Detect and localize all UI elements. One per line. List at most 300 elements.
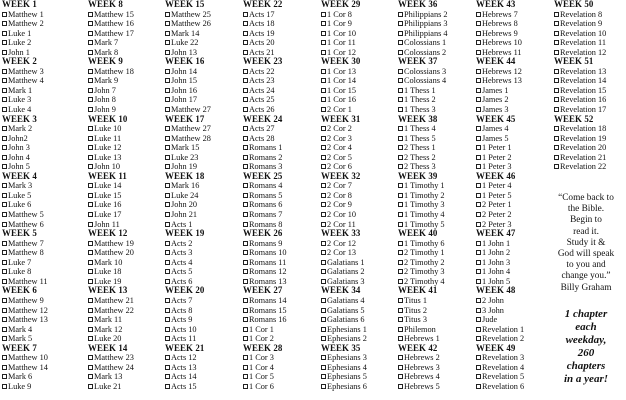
reading-checkbox[interactable] — [554, 50, 559, 55]
reading-checkbox[interactable] — [243, 183, 248, 188]
reading-checkbox[interactable] — [476, 78, 481, 83]
reading-checkbox[interactable] — [2, 40, 7, 45]
reading-label: 1 Cor 6 — [249, 381, 274, 391]
reading-checkbox[interactable] — [398, 164, 403, 169]
reading-checkbox[interactable] — [476, 12, 481, 17]
reading-checkbox[interactable] — [321, 317, 326, 322]
reading-checkbox[interactable] — [243, 145, 248, 150]
reading-checkbox[interactable] — [243, 193, 248, 198]
reading-checkbox[interactable] — [243, 327, 248, 332]
reading-checkbox[interactable] — [321, 88, 326, 93]
reading-checkbox[interactable] — [2, 107, 7, 112]
reading-checkbox[interactable] — [88, 327, 93, 332]
reading-checkbox[interactable] — [165, 136, 170, 141]
reading-checkbox[interactable] — [321, 298, 326, 303]
reading-checkbox[interactable] — [321, 12, 326, 17]
reading-checkbox[interactable] — [476, 279, 481, 284]
reading-checkbox[interactable] — [398, 241, 403, 246]
reading-checkbox[interactable] — [476, 21, 481, 26]
reading-checkbox[interactable] — [398, 327, 403, 332]
reading-checkbox[interactable] — [165, 260, 170, 265]
reading-item — [398, 239, 448, 249]
reading-checkbox[interactable] — [476, 260, 481, 265]
reading-item — [243, 372, 287, 382]
reading-checkbox[interactable] — [476, 222, 481, 227]
reading-checkbox[interactable] — [476, 374, 481, 379]
reading-item — [321, 143, 367, 153]
reading-label: Mark 9 — [94, 76, 119, 86]
reading-checkbox[interactable] — [88, 107, 93, 112]
reading-checkbox[interactable] — [2, 308, 7, 313]
reading-checkbox[interactable] — [2, 298, 7, 303]
reading-checkbox[interactable] — [398, 126, 403, 131]
reading-checkbox[interactable] — [398, 279, 403, 284]
reading-checkbox[interactable] — [321, 327, 326, 332]
reading-checkbox[interactable] — [88, 384, 93, 389]
reading-checkbox[interactable] — [321, 155, 326, 160]
reading-checkbox[interactable] — [2, 241, 7, 246]
reading-checkbox[interactable] — [88, 50, 93, 55]
reading-checkbox[interactable] — [2, 50, 7, 55]
reading-checkbox[interactable] — [476, 88, 481, 93]
reading-checkbox[interactable] — [2, 202, 7, 207]
reading-checkbox[interactable] — [88, 145, 93, 150]
reading-checkbox[interactable] — [165, 126, 170, 131]
reading-checkbox[interactable] — [554, 12, 559, 17]
reading-item — [165, 382, 211, 392]
reading-item — [165, 258, 211, 268]
reading-checkbox[interactable] — [165, 374, 170, 379]
reading-checkbox[interactable] — [165, 279, 170, 284]
reading-checkbox[interactable] — [165, 336, 170, 341]
reading-checkbox[interactable] — [554, 88, 559, 93]
reading-checkbox[interactable] — [321, 212, 326, 217]
reading-checkbox[interactable] — [398, 355, 403, 360]
reading-checkbox[interactable] — [243, 308, 248, 313]
week-heading: WEEK 52 — [554, 113, 594, 124]
reading-checkbox[interactable] — [2, 374, 7, 379]
reading-checkbox[interactable] — [88, 212, 93, 217]
reading-checkbox[interactable] — [243, 202, 248, 207]
reading-item — [2, 19, 48, 29]
reading-checkbox[interactable] — [398, 88, 403, 93]
reading-checkbox[interactable] — [554, 97, 559, 102]
reading-checkbox[interactable] — [88, 298, 93, 303]
reading-checkbox[interactable] — [88, 193, 93, 198]
reading-checkbox[interactable] — [476, 97, 481, 102]
reading-checkbox[interactable] — [554, 136, 559, 141]
reading-checkbox[interactable] — [88, 365, 93, 370]
reading-checkbox[interactable] — [476, 355, 481, 360]
reading-checkbox[interactable] — [88, 12, 93, 17]
reading-checkbox[interactable] — [165, 155, 170, 160]
reading-checkbox[interactable] — [2, 88, 7, 93]
reading-checkbox[interactable] — [2, 355, 7, 360]
reading-checkbox[interactable] — [398, 384, 403, 389]
reading-checkbox[interactable] — [2, 193, 7, 198]
reading-checkbox[interactable] — [243, 355, 248, 360]
reading-checkbox[interactable] — [321, 279, 326, 284]
reading-checkbox[interactable] — [88, 136, 93, 141]
reading-checkbox[interactable] — [321, 355, 326, 360]
reading-checkbox[interactable] — [321, 193, 326, 198]
reading-checkbox[interactable] — [165, 384, 170, 389]
reading-checkbox[interactable] — [2, 260, 7, 265]
reading-checkbox[interactable] — [476, 155, 481, 160]
reading-checkbox[interactable] — [398, 97, 403, 102]
reading-checkbox[interactable] — [321, 384, 326, 389]
reading-checkbox[interactable] — [321, 31, 326, 36]
reading-checkbox[interactable] — [88, 250, 93, 255]
reading-checkbox[interactable] — [165, 202, 170, 207]
reading-checkbox[interactable] — [476, 31, 481, 36]
reading-checkbox[interactable] — [165, 269, 170, 274]
reading-checkbox[interactable] — [243, 336, 248, 341]
reading-checkbox[interactable] — [2, 212, 7, 217]
reading-checkbox[interactable] — [165, 78, 170, 83]
reading-checkbox[interactable] — [2, 222, 7, 227]
reading-checkbox[interactable] — [398, 336, 403, 341]
reading-checkbox[interactable] — [165, 241, 170, 246]
reading-checkbox[interactable] — [476, 136, 481, 141]
reading-checkbox[interactable] — [88, 31, 93, 36]
reading-checkbox[interactable] — [243, 136, 248, 141]
reading-checkbox[interactable] — [88, 69, 93, 74]
reading-checkbox[interactable] — [165, 365, 170, 370]
reading-checkbox[interactable] — [476, 308, 481, 313]
reading-item — [476, 95, 524, 105]
reading-item — [88, 239, 134, 249]
reading-checkbox[interactable] — [321, 202, 326, 207]
reading-item — [165, 296, 211, 306]
reading-checkbox[interactable] — [88, 260, 93, 265]
reading-checkbox[interactable] — [398, 183, 403, 188]
reading-label: Mark 1 — [8, 85, 33, 95]
reading-checkbox[interactable] — [243, 298, 248, 303]
reading-checkbox[interactable] — [88, 21, 93, 26]
reading-checkbox[interactable] — [165, 50, 170, 55]
reading-checkbox[interactable] — [165, 164, 170, 169]
reading-checkbox[interactable] — [554, 21, 559, 26]
reading-checkbox[interactable] — [165, 212, 170, 217]
reading-checkbox[interactable] — [554, 69, 559, 74]
reading-checkbox[interactable] — [165, 193, 170, 198]
reading-checkbox[interactable] — [321, 308, 326, 313]
reading-checkbox[interactable] — [398, 269, 403, 274]
reading-checkbox[interactable] — [398, 69, 403, 74]
reading-checkbox[interactable] — [88, 241, 93, 246]
reading-checkbox[interactable] — [398, 260, 403, 265]
reading-checkbox[interactable] — [398, 365, 403, 370]
reading-checkbox[interactable] — [398, 155, 403, 160]
reading-label: Luke 5 — [8, 190, 32, 200]
quote-attribution: Billy Graham — [560, 282, 612, 293]
reading-checkbox[interactable] — [88, 78, 93, 83]
reading-checkbox[interactable] — [88, 40, 93, 45]
reading-checkbox[interactable] — [554, 31, 559, 36]
reading-checkbox[interactable] — [476, 269, 481, 274]
reading-checkbox[interactable] — [398, 50, 403, 55]
week-heading: WEEK 23 — [243, 56, 283, 67]
reading-checkbox[interactable] — [165, 88, 170, 93]
reading-label: Acts 5 — [171, 267, 193, 277]
reading-checkbox[interactable] — [476, 202, 481, 207]
reading-checkbox[interactable] — [88, 269, 93, 274]
reading-checkbox[interactable] — [321, 164, 326, 169]
reading-item — [398, 372, 448, 382]
reading-checkbox[interactable] — [243, 374, 248, 379]
reading-checkbox[interactable] — [243, 317, 248, 322]
reading-label: Ephesians 3 — [327, 353, 367, 363]
reading-checkbox[interactable] — [88, 222, 93, 227]
reading-checkbox[interactable] — [88, 155, 93, 160]
reading-checkbox[interactable] — [398, 374, 403, 379]
reading-checkbox[interactable] — [398, 21, 403, 26]
reading-checkbox[interactable] — [476, 40, 481, 45]
reading-checkbox[interactable] — [243, 40, 248, 45]
reading-checkbox[interactable] — [476, 241, 481, 246]
reading-checkbox[interactable] — [398, 31, 403, 36]
plan-column-8 — [554, 0, 606, 172]
reading-checkbox[interactable] — [2, 69, 7, 74]
reading-checkbox[interactable] — [321, 136, 326, 141]
reading-checkbox[interactable] — [243, 269, 248, 274]
reading-checkbox[interactable] — [398, 78, 403, 83]
reading-item — [88, 200, 134, 210]
reading-item — [243, 95, 287, 105]
reading-checkbox[interactable] — [476, 298, 481, 303]
reading-checkbox[interactable] — [165, 327, 170, 332]
reading-checkbox[interactable] — [398, 298, 403, 303]
reading-checkbox[interactable] — [321, 126, 326, 131]
reading-checkbox[interactable] — [2, 336, 7, 341]
reading-checkbox[interactable] — [476, 126, 481, 131]
reading-checkbox[interactable] — [476, 193, 481, 198]
reading-checkbox[interactable] — [165, 69, 170, 74]
reading-checkbox[interactable] — [243, 384, 248, 389]
reading-checkbox[interactable] — [321, 269, 326, 274]
reading-checkbox[interactable] — [2, 164, 7, 169]
reading-checkbox[interactable] — [165, 21, 170, 26]
reading-label: Galatians 4 — [327, 295, 365, 305]
reading-checkbox[interactable] — [2, 183, 7, 188]
reading-label: 2 Timothy 1 — [404, 248, 445, 258]
reading-checkbox[interactable] — [243, 260, 248, 265]
reading-item — [243, 191, 287, 201]
reading-item — [321, 124, 367, 134]
reading-checkbox[interactable] — [88, 202, 93, 207]
reading-checkbox[interactable] — [554, 164, 559, 169]
reading-checkbox[interactable] — [398, 145, 403, 150]
reading-checkbox[interactable] — [165, 183, 170, 188]
reading-checkbox[interactable] — [2, 269, 7, 274]
reading-checkbox[interactable] — [398, 222, 403, 227]
week-heading: WEEK 10 — [88, 113, 128, 124]
reading-checkbox[interactable] — [2, 21, 7, 26]
reading-checkbox[interactable] — [243, 279, 248, 284]
reading-item — [554, 38, 606, 48]
reading-checkbox[interactable] — [243, 222, 248, 227]
reading-checkbox[interactable] — [2, 327, 7, 332]
reading-checkbox[interactable] — [2, 365, 7, 370]
week-heading: WEEK 2 — [2, 56, 37, 67]
reading-checkbox[interactable] — [476, 50, 481, 55]
reading-checkbox[interactable] — [88, 279, 93, 284]
reading-checkbox[interactable] — [321, 250, 326, 255]
reading-checkbox[interactable] — [165, 298, 170, 303]
reading-checkbox[interactable] — [476, 69, 481, 74]
reading-checkbox[interactable] — [88, 336, 93, 341]
reading-checkbox[interactable] — [398, 193, 403, 198]
reading-checkbox[interactable] — [2, 384, 7, 389]
reading-checkbox[interactable] — [398, 308, 403, 313]
reading-checkbox[interactable] — [476, 107, 481, 112]
reading-item — [476, 191, 524, 201]
reading-label: Luke 2 — [8, 38, 32, 48]
reading-checkbox[interactable] — [321, 260, 326, 265]
reading-checkbox[interactable] — [165, 355, 170, 360]
reading-checkbox[interactable] — [243, 365, 248, 370]
reading-checkbox[interactable] — [398, 212, 403, 217]
reading-checkbox[interactable] — [165, 31, 170, 36]
reading-checkbox[interactable] — [476, 183, 481, 188]
reading-checkbox[interactable] — [2, 31, 7, 36]
reading-checkbox[interactable] — [321, 365, 326, 370]
reading-label: 2 Cor 11 — [327, 219, 356, 229]
reading-item — [165, 67, 211, 77]
reading-item — [398, 86, 448, 96]
reading-checkbox[interactable] — [476, 164, 481, 169]
reading-checkbox[interactable] — [243, 88, 248, 93]
reading-label: 2 Cor 5 — [327, 152, 352, 162]
reading-checkbox[interactable] — [321, 374, 326, 379]
reading-checkbox[interactable] — [321, 40, 326, 45]
reading-checkbox[interactable] — [2, 97, 7, 102]
reading-checkbox[interactable] — [321, 183, 326, 188]
reading-label: Romans 10 — [249, 248, 287, 258]
reading-checkbox[interactable] — [165, 12, 170, 17]
reading-checkbox[interactable] — [321, 69, 326, 74]
reading-checkbox[interactable] — [476, 327, 481, 332]
reading-label: Matthew 20 — [94, 248, 134, 258]
reading-checkbox[interactable] — [554, 126, 559, 131]
reading-checkbox[interactable] — [165, 97, 170, 102]
reading-label: Acts 8 — [171, 305, 193, 315]
reading-checkbox[interactable] — [165, 222, 170, 227]
week-heading: WEEK 11 — [88, 170, 127, 181]
reading-label: Romans 3 — [249, 162, 283, 172]
reading-checkbox[interactable] — [88, 88, 93, 93]
reading-checkbox[interactable] — [165, 145, 170, 150]
reading-checkbox[interactable] — [243, 69, 248, 74]
reading-checkbox[interactable] — [2, 126, 7, 131]
reading-checkbox[interactable] — [88, 317, 93, 322]
reading-checkbox[interactable] — [243, 155, 248, 160]
reading-checkbox[interactable] — [243, 212, 248, 217]
reading-checkbox[interactable] — [88, 374, 93, 379]
reading-checkbox[interactable] — [243, 78, 248, 83]
reading-checkbox[interactable] — [321, 145, 326, 150]
reading-checkbox[interactable] — [243, 12, 248, 17]
reading-checkbox[interactable] — [2, 78, 7, 83]
reading-checkbox[interactable] — [2, 317, 7, 322]
reading-label: Matthew 24 — [94, 362, 134, 372]
reading-checkbox[interactable] — [88, 126, 93, 131]
reading-checkbox[interactable] — [243, 97, 248, 102]
reading-checkbox[interactable] — [2, 145, 7, 150]
reading-checkbox[interactable] — [243, 107, 248, 112]
reading-checkbox[interactable] — [321, 21, 326, 26]
reading-checkbox[interactable] — [165, 317, 170, 322]
reading-checkbox[interactable] — [398, 12, 403, 17]
reading-checkbox[interactable] — [398, 136, 403, 141]
reading-label: 1 Thess 4 — [404, 124, 436, 134]
reading-checkbox[interactable] — [88, 355, 93, 360]
reading-checkbox[interactable] — [321, 97, 326, 102]
reading-checkbox[interactable] — [398, 107, 403, 112]
reading-checkbox[interactable] — [243, 164, 248, 169]
reading-checkbox[interactable] — [88, 97, 93, 102]
reading-label: Acts 24 — [249, 85, 275, 95]
reading-checkbox[interactable] — [2, 12, 7, 17]
reading-checkbox[interactable] — [398, 202, 403, 207]
reading-checkbox[interactable] — [243, 31, 248, 36]
reading-checkbox[interactable] — [243, 250, 248, 255]
reading-checkbox[interactable] — [476, 384, 481, 389]
reading-checkbox[interactable] — [88, 308, 93, 313]
reading-checkbox[interactable] — [554, 40, 559, 45]
reading-checkbox[interactable] — [321, 241, 326, 246]
reading-checkbox[interactable] — [243, 21, 248, 26]
reading-checkbox[interactable] — [243, 126, 248, 131]
reading-checkbox[interactable] — [321, 222, 326, 227]
reading-checkbox[interactable] — [398, 317, 403, 322]
reading-checkbox[interactable] — [321, 78, 326, 83]
week-heading: WEEK 41 — [398, 285, 438, 296]
reading-checkbox[interactable] — [321, 107, 326, 112]
reading-checkbox[interactable] — [2, 136, 7, 141]
reading-checkbox[interactable] — [243, 50, 248, 55]
reading-checkbox[interactable] — [321, 336, 326, 341]
reading-checkbox[interactable] — [165, 107, 170, 112]
reading-checkbox[interactable] — [2, 279, 7, 284]
reading-label: 1 Cor 2 — [249, 334, 274, 344]
reading-checkbox[interactable] — [165, 308, 170, 313]
reading-checkbox[interactable] — [398, 40, 403, 45]
reading-checkbox[interactable] — [398, 250, 403, 255]
reading-checkbox[interactable] — [554, 155, 559, 160]
reading-checkbox[interactable] — [2, 155, 7, 160]
reading-checkbox[interactable] — [476, 250, 481, 255]
reading-checkbox[interactable] — [476, 365, 481, 370]
reading-checkbox[interactable] — [476, 145, 481, 150]
reading-checkbox[interactable] — [243, 241, 248, 246]
reading-checkbox[interactable] — [476, 336, 481, 341]
reading-checkbox[interactable] — [88, 183, 93, 188]
reading-checkbox[interactable] — [2, 250, 7, 255]
reading-checkbox[interactable] — [476, 317, 481, 322]
reading-checkbox[interactable] — [476, 212, 481, 217]
reading-item — [398, 315, 448, 325]
reading-checkbox[interactable] — [554, 78, 559, 83]
reading-checkbox[interactable] — [165, 40, 170, 45]
reading-checkbox[interactable] — [88, 164, 93, 169]
reading-label: Ephesians 5 — [327, 372, 367, 382]
reading-checkbox[interactable] — [554, 107, 559, 112]
reading-checkbox[interactable] — [321, 50, 326, 55]
reading-checkbox[interactable] — [165, 250, 170, 255]
reading-checkbox[interactable] — [554, 145, 559, 150]
